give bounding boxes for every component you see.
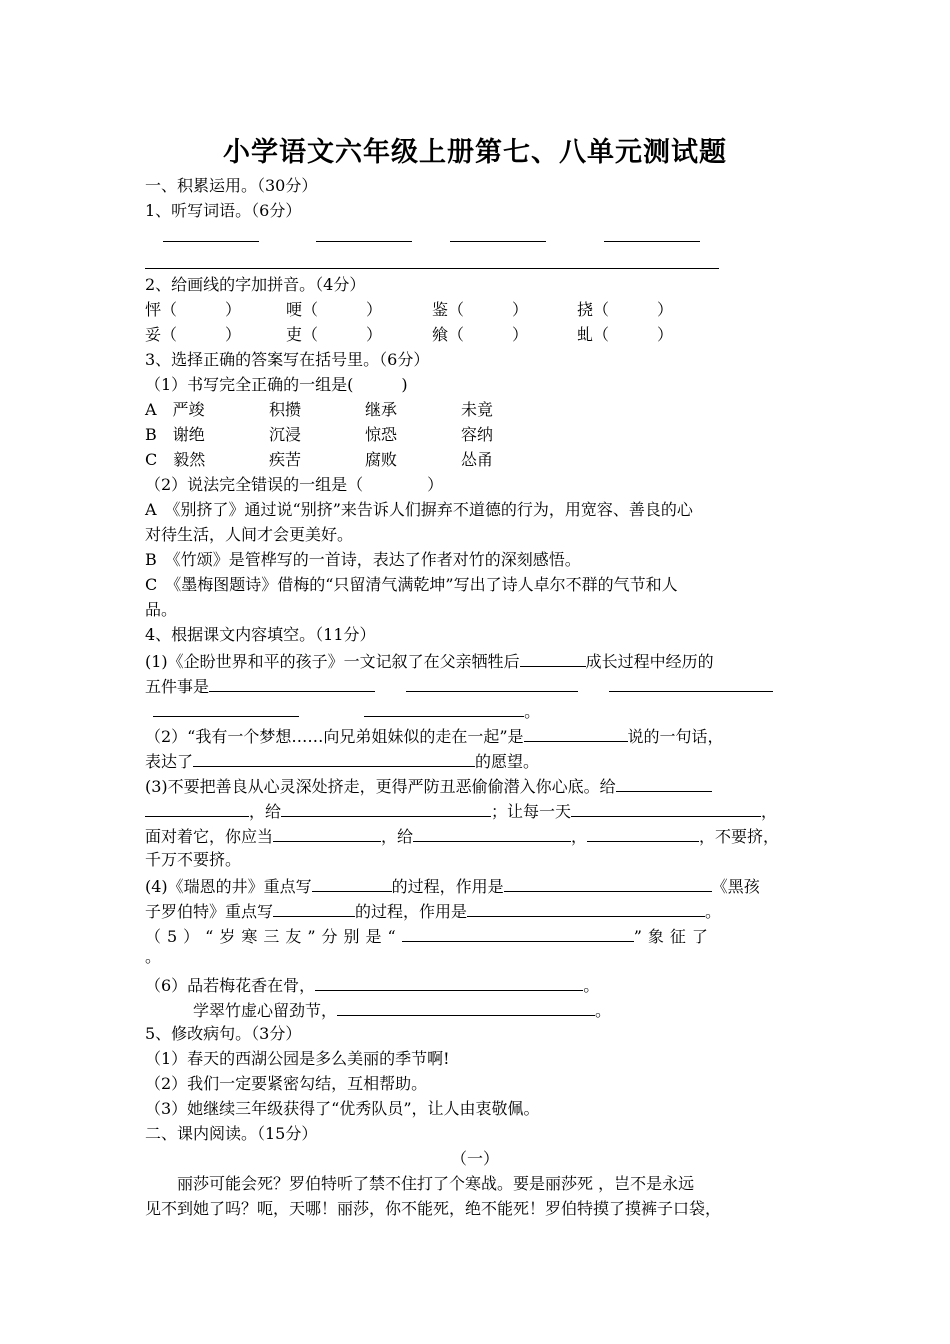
text: 面对着它，你应当 <box>145 827 274 846</box>
fill-1-line2 <box>145 673 820 699</box>
text: ”象征了 <box>633 927 714 946</box>
reading-paragraph-line2: 见不到她了吗？呃，天哪！丽莎，你不能死，绝不能死！罗伯特摸了摸裤子口袋， <box>145 1199 722 1218</box>
text: 成长过程中经历的 <box>585 652 714 671</box>
fill-4-line1 <box>145 873 820 899</box>
text: ，给 <box>381 827 414 846</box>
text: ，给 <box>249 802 282 821</box>
fill-blank[interactable] <box>364 698 524 717</box>
text: 表达了 <box>145 752 194 771</box>
text: 五件事是 <box>145 677 210 696</box>
pinyin-item: 鉴（ ） <box>432 300 529 319</box>
question-3-label: 3、选择正确的答案写在括号里。（6分） <box>145 350 430 369</box>
fill-blank[interactable] <box>616 773 712 792</box>
option-word: 腐败 <box>365 450 398 469</box>
fill-5-line2: 。 <box>145 947 162 966</box>
fill-3-line4: 千万不要挤。 <box>145 850 242 869</box>
fill-blank[interactable] <box>467 898 705 917</box>
pinyin-item: 吏（ ） <box>286 325 383 344</box>
option-word: 未竟 <box>461 400 494 419</box>
option-word: 怂甬 <box>461 450 494 469</box>
sentence-2: （2）我们一定要紧密勾结，互相帮助。 <box>145 1074 428 1093</box>
text: 的过程，作用是 <box>355 902 468 921</box>
dictation-blank-4[interactable] <box>604 241 700 242</box>
fill-3-line2 <box>145 798 820 824</box>
fill-blank[interactable] <box>406 673 578 692</box>
option-word: B 谢绝 <box>145 425 205 444</box>
text: ；让每一天 <box>491 802 572 821</box>
text: ， <box>761 802 778 821</box>
fill-blank[interactable] <box>153 698 299 717</box>
text: 。 <box>595 1001 612 1020</box>
sentence-3: （3）她继续三年级获得了“优秀队员”，让人由衷敬佩。 <box>145 1099 540 1118</box>
fill-blank[interactable] <box>402 923 634 942</box>
text: 《黑孩 <box>711 877 760 896</box>
statement-c-line2: 品。 <box>145 600 178 619</box>
fill-blank[interactable] <box>524 723 628 742</box>
option-word: 积攒 <box>269 400 302 419</box>
fill-blank[interactable] <box>193 748 475 767</box>
text: ，不要挤， <box>699 827 780 846</box>
question-1-label: 1、听写词语。（6分） <box>145 201 302 220</box>
option-word: 继承 <box>365 400 398 419</box>
text: (4)《瑞恩的井》重点写 <box>145 877 312 896</box>
option-word: C 毅然 <box>145 450 206 469</box>
fill-1-line3 <box>145 698 820 724</box>
reading-part-label: （一） <box>450 1149 499 1168</box>
question-4-label: 4、根据课文内容填空。（11分） <box>145 625 376 644</box>
fill-blank[interactable] <box>145 798 249 817</box>
section-heading-1: 一、积累运用。（30分） <box>145 176 318 195</box>
pinyin-item: 虬（ ） <box>577 325 674 344</box>
text: 。 <box>524 702 541 721</box>
pinyin-item: 挠（ ） <box>577 300 674 319</box>
text: 的愿望。 <box>475 752 540 771</box>
statement-a-line2: 对待生活，人间才会更美好。 <box>145 525 354 544</box>
pinyin-item: 飨（ ） <box>432 325 529 344</box>
fill-3-line3 <box>145 823 820 849</box>
text: 的过程，作用是 <box>391 877 504 896</box>
option-word: 疾苦 <box>269 450 302 469</box>
fill-blank[interactable] <box>273 823 381 842</box>
text: （2）“我有一个梦想……向兄弟姐妹似的走在一起”是 <box>145 727 524 746</box>
dictation-blank-1[interactable] <box>163 241 259 242</box>
statement-b: B 《竹颂》是管桦写的一首诗，表达了作者对竹的深刻感悟。 <box>145 550 581 569</box>
fill-blank[interactable] <box>520 648 586 667</box>
option-word: 容纳 <box>461 425 494 444</box>
statement-c-line1: C 《墨梅图题诗》借梅的“只留清气满乾坤”写出了诗人卓尔不群的气节和人 <box>145 575 678 594</box>
fill-blank[interactable] <box>413 823 571 842</box>
fill-blank[interactable] <box>315 972 583 991</box>
pinyin-item: 怦（ ） <box>145 300 242 319</box>
dictation-blank-2[interactable] <box>316 241 412 242</box>
dictation-blank-long[interactable] <box>145 268 719 269</box>
option-word: 沉浸 <box>269 425 302 444</box>
text: 子罗伯特》重点写 <box>145 902 274 921</box>
text: (1)《企盼世界和平的孩子》一文记叙了在父亲牺牲后 <box>145 652 520 671</box>
fill-blank[interactable] <box>571 798 761 817</box>
text: （5）“岁寒三友”分别是“ <box>145 927 402 946</box>
fill-6-line2 <box>193 997 820 1023</box>
question-3-sub1: （1）书写完全正确的一组是( ) <box>145 375 408 394</box>
question-2-label: 2、给画线的字加拼音。（4分） <box>145 275 366 294</box>
text: (3)不要把善良从心灵深处挤走，更得严防丑恶偷偷潜入你心底。给 <box>145 777 616 796</box>
fill-blank[interactable] <box>281 798 491 817</box>
option-word: 惊恐 <box>365 425 398 444</box>
fill-blank[interactable] <box>337 997 595 1016</box>
fill-blank[interactable] <box>209 673 375 692</box>
question-5-label: 5、修改病句。（3分） <box>145 1024 302 1043</box>
page-title: 小学语文六年级上册第七、八单元测试题 <box>223 137 727 168</box>
pinyin-item: 哽（ ） <box>286 300 383 319</box>
fill-blank[interactable] <box>609 673 773 692</box>
fill-blank[interactable] <box>587 823 699 842</box>
question-3-sub2: （2）说法完全错误的一组是（ ） <box>145 475 444 494</box>
text: （6）品若梅花香在骨， <box>145 976 316 995</box>
fill-1-line1 <box>145 648 820 674</box>
fill-2-line2 <box>145 748 820 774</box>
text: 学翠竹虚心留劲节， <box>193 1001 338 1020</box>
section-heading-2: 二、课内阅读。（15分） <box>145 1124 318 1143</box>
sentence-1: （1）春天的西湖公园是多么美丽的季节啊! <box>145 1049 450 1068</box>
fill-blank[interactable] <box>273 898 355 917</box>
pinyin-item: 妥（ ） <box>145 325 242 344</box>
option-word: A 严竣 <box>145 400 205 419</box>
dictation-blank-3[interactable] <box>450 241 546 242</box>
text: 。 <box>705 902 722 921</box>
text: 。 <box>583 976 600 995</box>
text: 说的一句话， <box>627 727 724 746</box>
fill-6-line1 <box>145 972 820 998</box>
fill-blank[interactable] <box>312 873 392 892</box>
text: ， <box>571 827 588 846</box>
fill-2-line1 <box>145 723 820 749</box>
fill-4-line2 <box>145 898 820 924</box>
statement-a-line1: A 《别挤了》通过说“别挤”来告诉人们摒弃不道德的行为，用宽容、善良的心 <box>145 500 693 519</box>
fill-3-line1 <box>145 773 820 799</box>
reading-paragraph-line1: 丽莎可能会死？罗伯特听了禁不住打了个寒战。要是丽莎死 ，岂不是永远 <box>177 1174 695 1193</box>
fill-blank[interactable] <box>504 873 712 892</box>
